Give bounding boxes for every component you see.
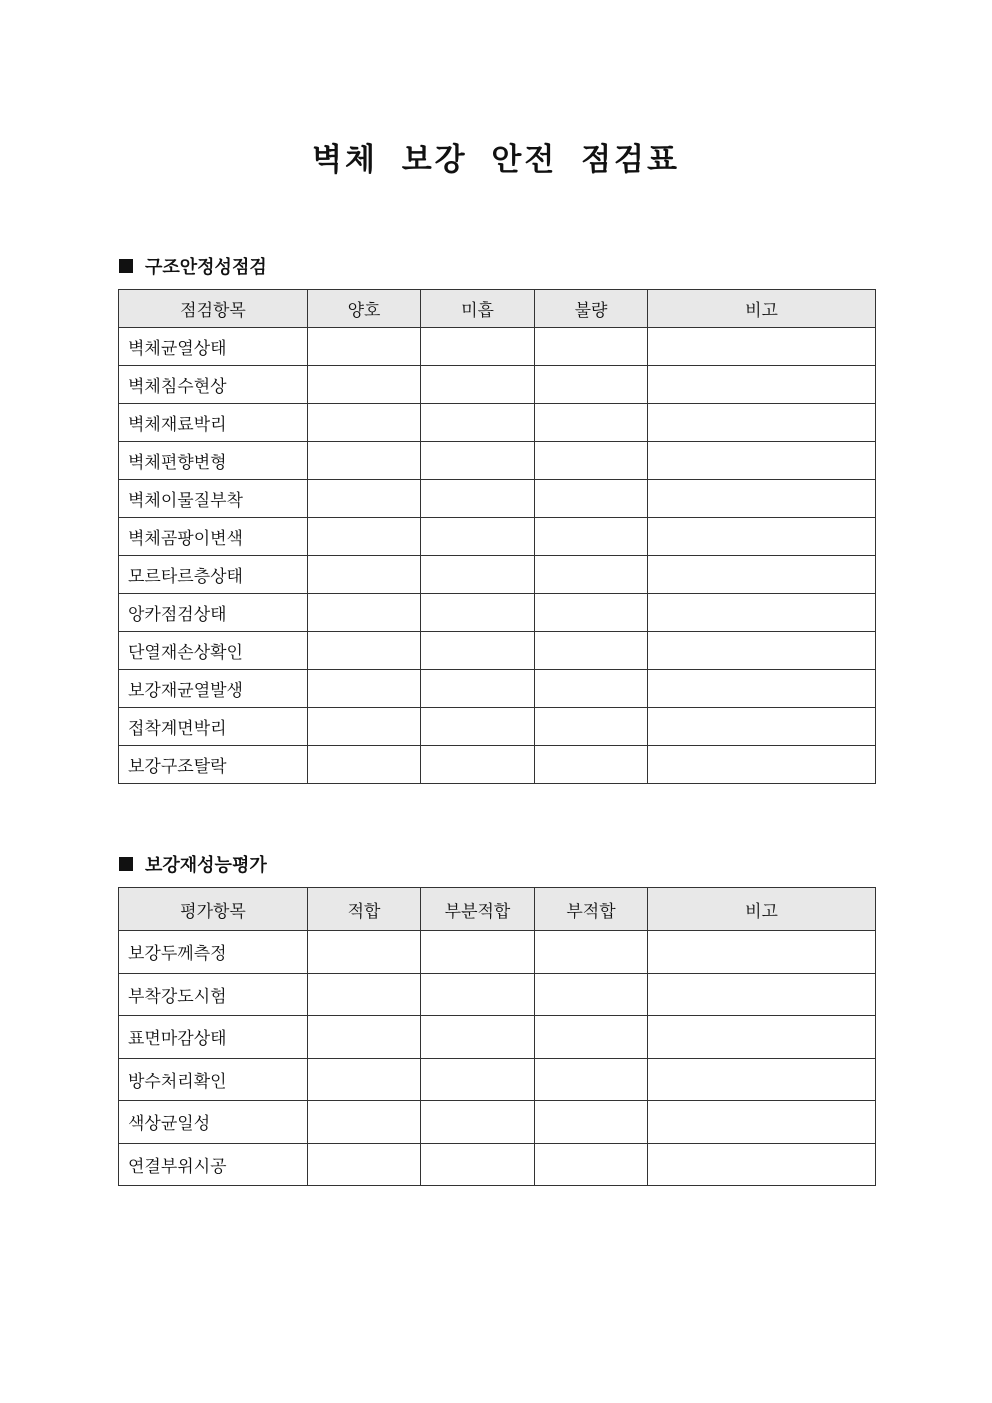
check-cell[interactable] [421,1016,535,1059]
check-cell[interactable] [308,746,421,784]
check-cell[interactable] [421,973,535,1016]
header-insufficient: 미흡 [421,290,535,328]
check-cell[interactable] [308,1016,421,1059]
remarks-cell[interactable] [648,1016,876,1059]
reinforcement-performance-table [118,887,876,1186]
header-partially-suitable: 부분적합 [421,888,535,931]
table-row [119,708,876,746]
row-item-label: 보강두께측정 [119,931,308,974]
check-cell[interactable] [421,931,535,974]
table-header-row [119,888,876,931]
check-cell[interactable] [421,594,535,632]
row-item-label: 색상균일성 [119,1101,308,1144]
row-item-label: 접착계면박리 [119,708,308,746]
row-item-label: 단열재손상확인 [119,632,308,670]
table-row [119,556,876,594]
header-good: 양호 [308,290,421,328]
header-item: 점검항목 [119,290,308,328]
table-row [119,1143,876,1186]
remarks-cell[interactable] [648,1058,876,1101]
check-cell[interactable] [308,632,421,670]
row-item-label: 벽체곰팡이변색 [119,518,308,556]
remarks-cell[interactable] [648,366,876,404]
remarks-cell[interactable] [648,973,876,1016]
table-row [119,404,876,442]
row-item-label: 벽체이물질부착 [119,480,308,518]
check-cell[interactable] [535,670,648,708]
check-cell[interactable] [421,404,535,442]
remarks-cell[interactable] [648,556,876,594]
row-item-label: 앙카점검상태 [119,594,308,632]
header-suitable: 적합 [308,888,421,931]
table-row [119,366,876,404]
remarks-cell[interactable] [648,1101,876,1144]
check-cell[interactable] [308,480,421,518]
check-cell[interactable] [535,366,648,404]
row-item-label: 모르타르층상태 [119,556,308,594]
check-cell[interactable] [308,594,421,632]
check-cell[interactable] [421,632,535,670]
check-cell[interactable] [308,366,421,404]
check-cell[interactable] [535,973,648,1016]
check-cell[interactable] [535,632,648,670]
row-item-label: 벽체균열상태 [119,328,308,366]
check-cell[interactable] [308,556,421,594]
check-cell[interactable] [308,670,421,708]
check-cell[interactable] [535,442,648,480]
check-cell[interactable] [535,518,648,556]
table-row [119,670,876,708]
square-bullet-icon [119,857,133,871]
check-cell[interactable] [308,404,421,442]
check-cell[interactable] [421,670,535,708]
table-row [119,594,876,632]
row-item-label: 연결부위시공 [119,1143,308,1186]
remarks-cell[interactable] [648,670,876,708]
check-cell[interactable] [421,1143,535,1186]
row-item-label: 부착강도시험 [119,973,308,1016]
remarks-cell[interactable] [648,1143,876,1186]
check-cell[interactable] [421,442,535,480]
row-item-label: 보강구조탈락 [119,746,308,784]
check-cell[interactable] [535,404,648,442]
header-item: 평가항목 [119,888,308,931]
remarks-cell[interactable] [648,708,876,746]
check-cell[interactable] [308,973,421,1016]
section-heading-structural-safety [119,253,267,279]
table-row [119,442,876,480]
check-cell[interactable] [421,328,535,366]
structural-safety-table [118,289,876,784]
remarks-cell[interactable] [648,632,876,670]
table-row [119,328,876,366]
page-title: 벽체 보강 안전 점검표 [312,142,680,178]
header-unsuitable: 부적합 [535,888,648,931]
table-row [119,518,876,556]
table-row [119,1101,876,1144]
header-remarks: 비고 [648,888,876,931]
remarks-cell[interactable] [648,328,876,366]
check-cell[interactable] [535,746,648,784]
table-row [119,480,876,518]
check-cell[interactable] [535,480,648,518]
check-cell[interactable] [535,1016,648,1059]
check-cell[interactable] [308,518,421,556]
check-cell[interactable] [308,328,421,366]
row-item-label: 보강재균열발생 [119,670,308,708]
square-bullet-icon [119,259,133,273]
remarks-cell[interactable] [648,594,876,632]
check-cell[interactable] [421,518,535,556]
check-cell[interactable] [421,366,535,404]
table-row [119,632,876,670]
table-header-row [119,290,876,328]
check-cell[interactable] [308,1058,421,1101]
check-cell[interactable] [535,556,648,594]
check-cell[interactable] [421,708,535,746]
check-cell[interactable] [421,556,535,594]
check-cell[interactable] [535,708,648,746]
check-cell[interactable] [421,480,535,518]
section-heading-reinforcement-performance [119,851,267,877]
check-cell[interactable] [308,931,421,974]
row-item-label: 벽체침수현상 [119,366,308,404]
remarks-cell[interactable] [648,442,876,480]
table-row [119,973,876,1016]
check-cell[interactable] [421,746,535,784]
check-cell[interactable] [421,1101,535,1144]
remarks-cell[interactable] [648,480,876,518]
check-cell[interactable] [535,1058,648,1101]
row-item-label: 벽체편향변형 [119,442,308,480]
table-row [119,746,876,784]
row-item-label: 표면마감상태 [119,1016,308,1059]
check-cell[interactable] [535,931,648,974]
check-cell[interactable] [308,1101,421,1144]
check-cell[interactable] [421,1058,535,1101]
remarks-cell[interactable] [648,931,876,974]
table-row [119,1058,876,1101]
check-cell[interactable] [308,1143,421,1186]
header-remarks: 비고 [648,290,876,328]
check-cell[interactable] [535,1143,648,1186]
row-item-label: 방수처리확인 [119,1058,308,1101]
check-cell[interactable] [535,328,648,366]
section-heading-label: 보강재성능평가 [145,855,267,876]
section-heading-label: 구조안정성점검 [145,257,267,278]
check-cell[interactable] [308,708,421,746]
check-cell[interactable] [308,442,421,480]
check-cell[interactable] [535,594,648,632]
table-row [119,1016,876,1059]
header-poor: 불량 [535,290,648,328]
check-cell[interactable] [535,1101,648,1144]
remarks-cell[interactable] [648,518,876,556]
table-row [119,931,876,974]
row-item-label: 벽체재료박리 [119,404,308,442]
remarks-cell[interactable] [648,746,876,784]
remarks-cell[interactable] [648,404,876,442]
